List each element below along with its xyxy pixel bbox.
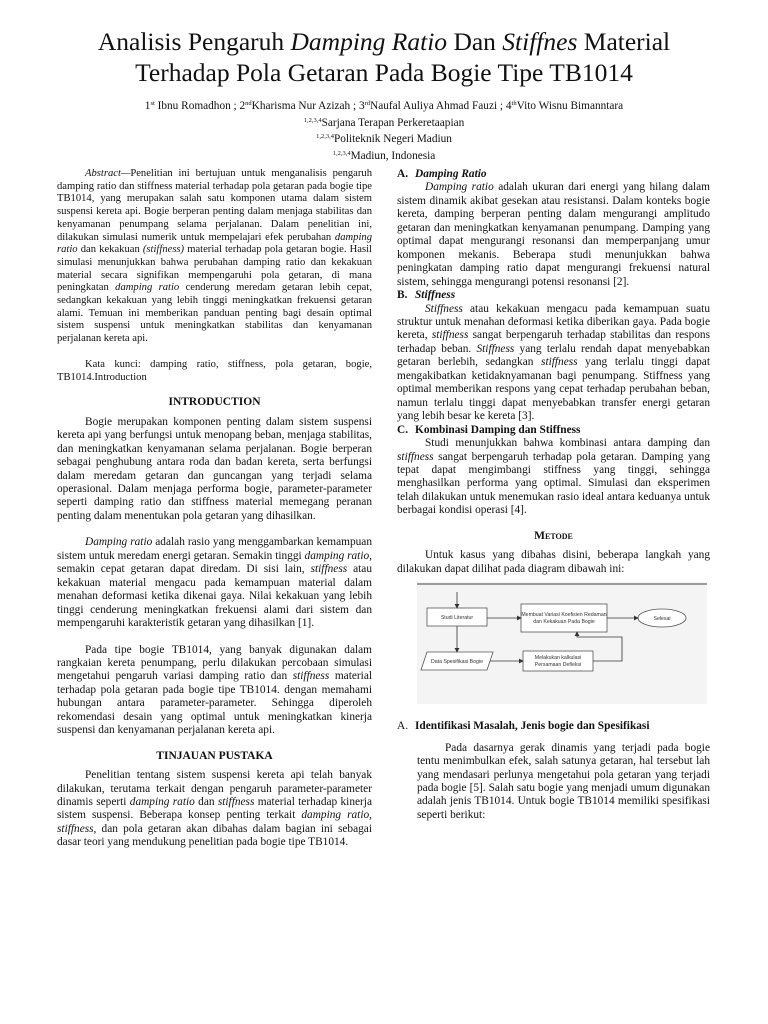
svg-text:Membuat Variasi Koefisien Reda: Membuat Variasi Koefisien Redaman: [521, 612, 607, 619]
affiliation-city: $^{1,2,3,4}$Madiun, Indonesia: [332, 149, 436, 162]
intro-paragraph-1: Bogie merupakan komponen penting dalam sistem suspensi kereta api yang berfungsi untuk menopang beban, menjaga stabilitas, dan meningkatkan kenyamanan selama perjalanan. Bogie berperan sebagai penghubung antara roda dan badan kereta, serta berfungsi dalam meredam getaran dan guncangan yang terjadi selama operasional. Dalam menjaga performa bogie, parameter-parameter seperti damping ratio dan stiffness material memegang peranan penting dalam menentukan pola getaran yang dihasilkan.: [57, 415, 372, 522]
intro-paragraph-2: Damping ratio adalah rasio yang menggambarkan kemampuan sistem untuk meredam energi getaran. Semakin tinggi damping ratio, semakin cepat getaran dapat diredam. Di sisi lain, stiffness atau kekakuan material mengacu pada kemampuan material dalam menahan deformasi ketika dikenai gaya. Nilai kekakuan yang lebih tinggi cenderung meningkatkan frekuensi alami dari sistem dan mempengaruhi karakteristik getaran yang dihasilkan [1].: [57, 536, 372, 630]
svg-text:Persamaan Defleksi: Persamaan Defleksi: [534, 662, 582, 669]
abstract: Abstract—Penelitian ini bertujuan untuk menganalisis pengaruh damping ratio dan stiffness material terhadap pola getaran pada bogie tipe TB1014, yang merupakan salah satu komponen utama dalam sistem suspensi kereta api. Bogie berperan penting dalam menjaga stabilitas dan kenyamanan penumpang selama perjalanan. Dalam penelitian ini, dilakukan simulasi numerik untuk mempelajari efek perubahan damping ratio dan kekakuan (stiffness) material terhadap pola getaran bogie. Hasil simulasi menunjukkan bahwa perubahan damping ratio dan kekakuan material secara signifikan mempengaruhi pola getaran, di mana peningkatan damping ratio cenderung meredam getaran lebih cepat, sedangkan kekakuan yang lebih tinggi meningkatkan frekuensi getaran alami. Temuan ini memberikan panduan penting bagi desain optimal sistem suspensi untuk meningkatkan stabilitas dan kenyamanan perjalanan kereta api.: [57, 168, 372, 345]
svg-text:dan Kekakuan Pada Bogie: dan Kekakuan Pada Bogie: [533, 619, 595, 626]
keywords: Kata kunci: damping ratio, stiffness, pola getaran, bogie, TB1014.Introduction: [57, 358, 372, 383]
affiliation-institution: $^{1,2,3,4}$Politeknik Negeri Madiun: [316, 133, 452, 146]
section-b-heading: B. Stiffness: [397, 289, 456, 302]
paper-title: Analisis Pengaruh Damping Ratio Dan Stiffnes Material Terhadap Pola Getaran Pada Bogie Tipe TB1014: [97, 27, 671, 87]
tinjauan-paragraph: Penelitian tentang sistem suspensi kereta api telah banyak dilakukan, terutama terkait dengan pengaruh parameter-parameter dinamis seperti damping ratio dan stiffness material terhadap kinerja sistem suspensi. Beberapa konsep penting terkait damping ratio, stiffness, dan pola getaran akan dibahas dalam bagian ini sebagai dasar teori yang mendukung penelitian pada bogie tipe TB1014.: [57, 769, 372, 849]
section-c-heading: C. Kombinasi Damping dan Stiffness: [397, 423, 581, 436]
author-block: [40, 97, 728, 163]
section-c-paragraph: Studi menunjukkan bahwa kombinasi antara damping dan stiffness sangat berpengaruh terhadap pola getaran. Damping yang tepat dapat mengimbangi stiffness yang tinggi, sehingga menghasilkan performa yang optimal. Simulasi dan eksperimen telah dilakukan untuk menemukan rasio ideal antara keduanya untuk berbagai kondisi operasi [4].: [397, 437, 710, 517]
section-a2-paragraph: Pada dasarnya gerak dinamis yang terjadi pada bogie tentu menimbulkan efek, salah satunya getaran, hal tersebut lah yang mendasari perlunya mengetahui pola getaran yang terjadi pada bogie [5]. Salah satu bogie yang menjadi umum digunakan adalah jenis TB1014. Untuk bogie TB1014 memiliki spesifikasi seperti berikut:: [417, 741, 710, 821]
intro-heading: INTRODUCTION: [168, 396, 261, 409]
flow-diagram: [417, 582, 707, 704]
svg-text:Data Spesifikasi Bogie: Data Spesifikasi Bogie: [431, 659, 483, 666]
intro-paragraph-3: Pada tipe bogie TB1014, yang banyak digunakan dalam rangkaian kereta penumpang, perlu dilakukan percobaan simulasi mengetahui pengaruh variasi damping ratio dan stiffness material terhadap pola getaran pada bogie tipe TB1014. dengan memahami hubungan antara parameter-parameter. Sehingga diperoleh rekomendasi desain yang optimal untuk meningkatkan kinerja suspensi dan kenyamanan perjalanan kereta api.: [57, 643, 373, 737]
metode-heading: Metode: [534, 529, 573, 542]
section-a2-heading: A. Identifikasi Masalah, Jenis bogie dan Spesifikasi: [397, 720, 650, 733]
box-variasi: [521, 604, 607, 632]
section-a-heading: A. Damping Ratio: [397, 168, 487, 180]
svg-text:Studi Literatur: Studi Literatur: [440, 615, 474, 622]
svg-text:Selesai: Selesai: [653, 616, 671, 623]
author-names: 1st Ibnu Romadhon ; 2ndKharisma Nur Azizah ; 3rdNaufal Auliya Ahmad Fauzi ; 4thVito Wisnu Bimanntara: [144, 100, 624, 112]
tinjauan-heading: TINJAUAN PUSTAKA: [156, 749, 273, 762]
affiliation-program: $^{1,2,3,4}$Sarjana Terapan Perkeretaapian: [303, 116, 465, 129]
section-a-paragraph: Damping ratio adalah ukuran dari energi yang hilang dalam sistem dinamik akibat gesekan atau resistansi. Dalam konteks bogie kereta, damping berperan penting dalam mengurangi amplitudo getaran dan meningkatkan kenyamanan penumpang. Damping yang optimal dapat mengurangi resonansi dan memperpanjang umur komponen mekanis. Beberapa studi menunjukkan bahwa peningkatan damping ratio dapat mengurangi frekuensi natural sistem, sehingga mengurangi potensi resonansi [2].: [397, 181, 710, 288]
left-column: [57, 168, 372, 850]
svg-text:Melakukan kalkulasi: Melakukan kalkulasi: [534, 655, 582, 662]
metode-paragraph: Untuk kasus yang dibahas disini, beberapa langkah yang dilakukan dapat dilihat pada diagram dibawah ini:: [397, 549, 710, 575]
right-column: [397, 168, 710, 822]
box-kalkulasi: [523, 651, 593, 671]
section-b-paragraph: Stiffness atau kekakuan mengacu pada kemampuan suatu struktur untuk menahan deformasi ketika diberikan gaya. Pada bogie kereta, stiffness sangat berpengaruh terhadap stabilitas dan respons terhadap beban. Stiffness yang terlalu rendah dapat menyebabkan getaran berlebih, sedangkan stiffness yang terlalu tinggi dapat mengakibatkan ketidaknyamanan bagi penumpang. Stiffness yang optimal memberikan respons yang cepat terhadap perubahan beban, namun terlalu tinggi dapat menyebabkan transfer energi getaran yang lebih besar ke kereta [3].: [397, 302, 710, 423]
